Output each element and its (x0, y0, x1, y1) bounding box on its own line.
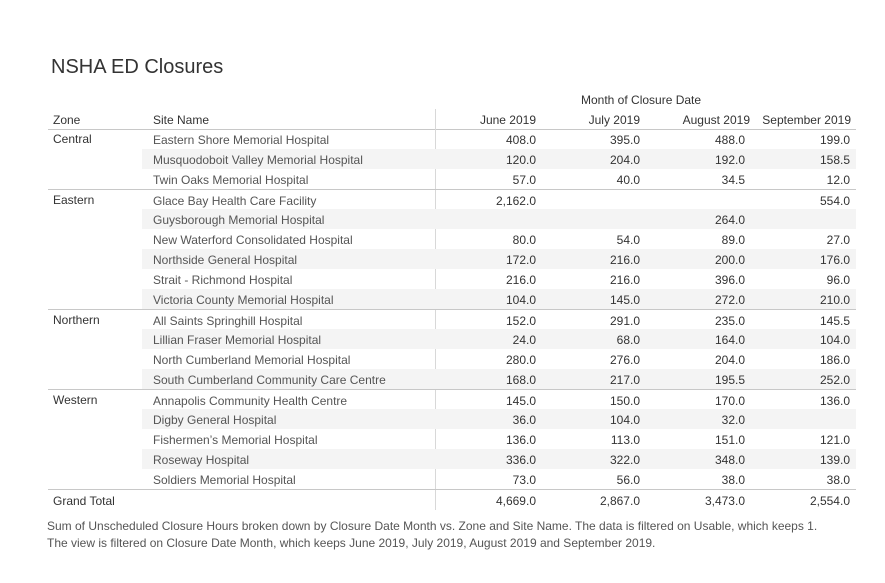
value-cell[interactable]: 348.0 (714, 453, 745, 467)
table-row[interactable] (48, 169, 856, 189)
value-cell[interactable]: 104.0 (609, 413, 640, 427)
value-cell[interactable]: 89.0 (721, 233, 745, 247)
value-cell[interactable]: 210.0 (819, 293, 850, 307)
value-cell[interactable]: 121.0 (819, 433, 850, 447)
value-cell[interactable]: 176.0 (819, 253, 850, 267)
site-name: Digby General Hospital (153, 413, 277, 427)
value-cell[interactable]: 158.5 (819, 153, 850, 167)
value-cell[interactable]: 164.0 (714, 333, 745, 347)
table-row[interactable] (48, 429, 856, 449)
site-name: All Saints Springhill Hospital (153, 314, 303, 328)
month-header-august[interactable]: August 2019 (682, 113, 750, 127)
table-row[interactable] (48, 309, 856, 329)
value-cell[interactable]: 204.0 (714, 353, 745, 367)
column-headers (48, 109, 856, 130)
table-row[interactable] (48, 249, 856, 269)
month-header-june[interactable]: June 2019 (479, 113, 536, 127)
table-row[interactable] (48, 449, 856, 469)
site-name: Lillian Fraser Memorial Hospital (153, 333, 322, 347)
value-cell[interactable]: 252.0 (819, 373, 850, 387)
zone-label: Central (53, 132, 92, 146)
table-body (48, 129, 856, 510)
value-cell[interactable]: 96.0 (826, 273, 850, 287)
value-cell[interactable]: 280.0 (505, 353, 536, 367)
footnote-line-2: The view is filtered on Closure Date Month, which keeps June 2019, July 2019, August 2019 and September 2019. (47, 536, 656, 550)
value-cell[interactable]: 200.0 (714, 253, 745, 267)
page-title: NSHA ED Closures (51, 56, 224, 78)
site-name: Glace Bay Health Care Facility (153, 194, 317, 208)
table-row[interactable] (48, 389, 856, 409)
value-cell[interactable]: 186.0 (819, 353, 850, 367)
table-row[interactable] (48, 269, 856, 289)
value-cell[interactable]: 32.0 (721, 413, 745, 427)
table-row[interactable] (48, 229, 856, 249)
value-cell[interactable]: 113.0 (610, 433, 640, 447)
grand-total-value[interactable]: 4,669.0 (495, 494, 536, 508)
value-cell[interactable]: 488.0 (714, 133, 745, 147)
table-row[interactable] (48, 409, 856, 429)
value-cell[interactable]: 34.5 (721, 173, 745, 187)
footnote-line-1: Sum of Unscheduled Closure Hours broken down by Closure Date Month vs. Zone and Site Name. The data is filtered on Usable, which keeps 1. (47, 519, 818, 533)
value-cell[interactable]: 80.0 (512, 233, 536, 247)
value-cell[interactable]: 104.0 (505, 293, 536, 307)
value-cell[interactable]: 56.0 (616, 473, 640, 487)
site-name: Fishermen’s Memorial Hospital (153, 433, 318, 447)
value-cell[interactable]: 145.0 (609, 293, 640, 307)
value-cell[interactable]: 170.0 (714, 394, 745, 408)
value-cell[interactable]: 57.0 (512, 173, 536, 187)
value-cell[interactable]: 168.0 (505, 373, 536, 387)
value-cell[interactable]: 322.0 (609, 453, 640, 467)
footnote (47, 518, 867, 552)
value-cell[interactable]: 395.0 (609, 133, 640, 147)
value-cell[interactable]: 276.0 (609, 353, 640, 367)
month-header-september[interactable]: September 2019 (762, 113, 851, 127)
value-cell[interactable]: 291.0 (609, 314, 640, 328)
value-cell[interactable]: 36.0 (512, 413, 536, 427)
site-name: Guysborough Memorial Hospital (153, 213, 325, 227)
value-cell[interactable]: 216.0 (609, 273, 640, 287)
value-cell[interactable]: 54.0 (616, 233, 640, 247)
value-cell[interactable]: 104.0 (819, 333, 850, 347)
site-name: Strait - Richmond Hospital (153, 273, 293, 287)
value-cell[interactable]: 120.0 (505, 153, 536, 167)
table-row[interactable] (48, 289, 856, 309)
site-name: Victoria County Memorial Hospital (153, 293, 334, 307)
site-name: Twin Oaks Memorial Hospital (153, 173, 309, 187)
value-cell[interactable]: 27.0 (826, 233, 850, 247)
value-cell[interactable]: 139.0 (819, 453, 850, 467)
value-cell[interactable]: 172.0 (505, 253, 536, 267)
site-name: Northside General Hospital (153, 253, 298, 267)
table-row[interactable] (48, 329, 856, 349)
table-row[interactable] (48, 149, 856, 169)
value-cell[interactable]: 38.0 (721, 473, 745, 487)
table-row[interactable] (48, 469, 856, 489)
month-header-july[interactable]: July 2019 (588, 113, 640, 127)
value-cell[interactable]: 217.0 (609, 373, 640, 387)
table-row[interactable] (48, 189, 856, 209)
value-cell[interactable]: 204.0 (609, 153, 640, 167)
zone-label: Eastern (53, 193, 95, 207)
value-cell[interactable]: 136.0 (505, 433, 536, 447)
table-row[interactable] (48, 129, 856, 149)
zone-label: Western (53, 393, 98, 407)
value-cell[interactable]: 336.0 (505, 453, 536, 467)
value-cell[interactable]: 264.0 (714, 213, 745, 227)
site-name: North Cumberland Memorial Hospital (153, 353, 351, 367)
value-cell[interactable]: 24.0 (512, 333, 536, 347)
site-name: Roseway Hospital (153, 453, 250, 467)
value-cell[interactable]: 195.5 (714, 373, 745, 387)
table-row[interactable] (48, 209, 856, 229)
value-cell[interactable]: 136.0 (819, 394, 850, 408)
value-cell[interactable]: 192.0 (714, 153, 745, 167)
table-row[interactable] (48, 369, 856, 389)
zone-label: Northern (53, 313, 100, 327)
site-name: South Cumberland Community Care Centre (153, 373, 386, 387)
value-cell[interactable]: 152.0 (505, 314, 536, 328)
value-cell[interactable]: 73.0 (512, 473, 536, 487)
site-name: Musquodoboit Valley Memorial Hospital (153, 153, 363, 167)
value-cell[interactable]: 216.0 (505, 273, 536, 287)
site-name: New Waterford Consolidated Hospital (153, 233, 353, 247)
value-cell[interactable]: 235.0 (714, 314, 745, 328)
grand-total-value[interactable]: 2,867.0 (599, 494, 640, 508)
value-cell[interactable]: 216.0 (609, 253, 640, 267)
value-cell[interactable]: 150.0 (609, 394, 640, 408)
grand-total-row[interactable] (48, 489, 856, 510)
grand-total-value[interactable]: 3,473.0 (704, 494, 745, 508)
value-cell[interactable]: 396.0 (714, 273, 745, 287)
column-group-header: Month of Closure Date (581, 93, 702, 107)
value-cell[interactable]: 272.0 (714, 293, 745, 307)
zone-header[interactable]: Zone (53, 113, 81, 127)
value-cell[interactable]: 554.0 (819, 194, 850, 208)
value-cell[interactable]: 38.0 (826, 473, 850, 487)
value-cell[interactable]: 408.0 (505, 133, 536, 147)
value-cell[interactable]: 2,162.0 (495, 194, 536, 208)
site-name: Annapolis Community Health Centre (153, 394, 348, 408)
value-cell[interactable]: 151.0 (714, 433, 745, 447)
grand-total-value[interactable]: 2,554.0 (809, 494, 850, 508)
value-cell[interactable]: 145.0 (505, 394, 536, 408)
site-name: Soldiers Memorial Hospital (153, 473, 296, 487)
site-name-header[interactable]: Site Name (153, 113, 210, 127)
site-name: Eastern Shore Memorial Hospital (153, 133, 330, 147)
value-cell[interactable]: 145.5 (819, 314, 850, 328)
grand-total-label: Grand Total (53, 494, 115, 508)
value-cell[interactable]: 40.0 (616, 173, 640, 187)
value-cell[interactable]: 199.0 (819, 133, 850, 147)
value-cell[interactable]: 68.0 (616, 333, 640, 347)
table-row[interactable] (48, 349, 856, 369)
value-cell[interactable]: 12.0 (826, 173, 850, 187)
